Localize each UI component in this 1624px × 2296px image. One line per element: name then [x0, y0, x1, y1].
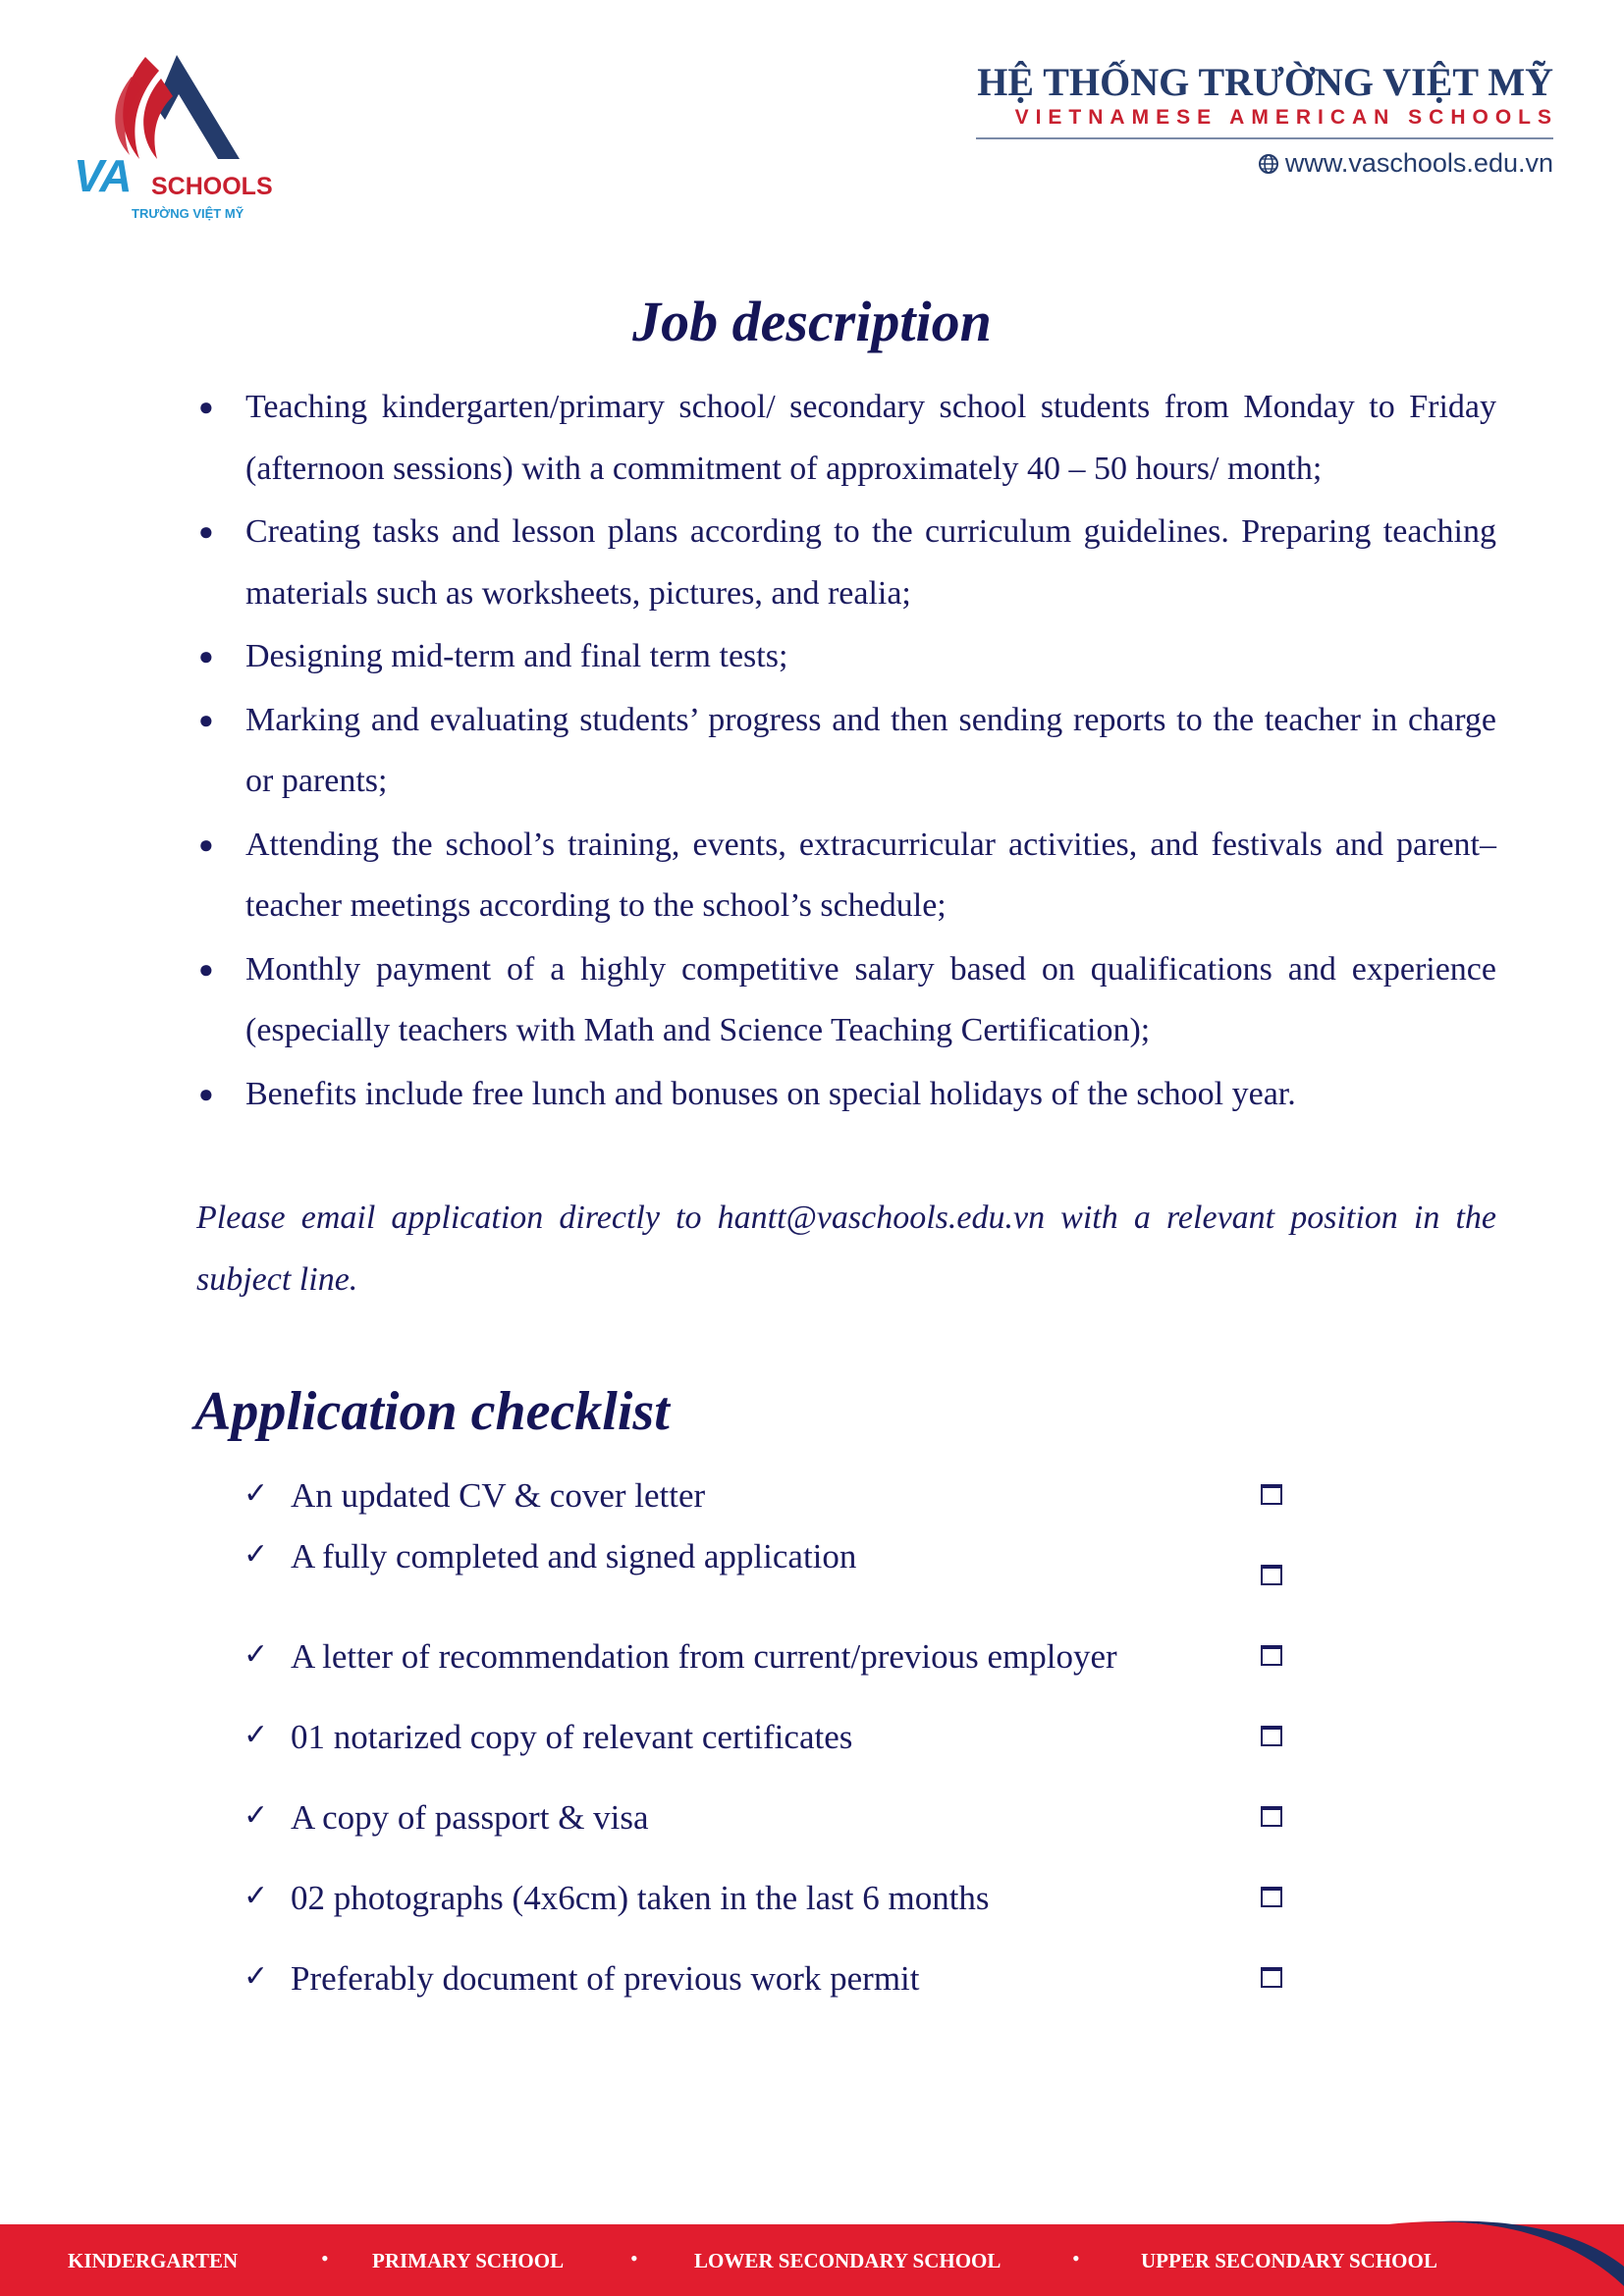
application-checklist-title: Application checklist [194, 1381, 670, 1442]
check-mark-icon: ✓ [244, 1718, 269, 1752]
bullet-icon: ● [198, 517, 214, 546]
footer-separator-icon: • [1072, 2246, 1080, 2270]
bullet-icon: ● [198, 393, 214, 421]
job-description-title: Job description [632, 290, 992, 353]
bullet-icon: ● [198, 642, 214, 670]
list-item-text: Designing mid-term and final term tests; [245, 638, 788, 674]
footer-item-upper-secondary: UPPER SECONDARY SCHOOL [1141, 2249, 1437, 2272]
bullet-icon: ● [198, 705, 214, 734]
check-mark-icon: ✓ [244, 1537, 269, 1572]
checklist-item-label: A letter of recommendation from current/previous employer [291, 1637, 1117, 1676]
list-item [196, 815, 1496, 937]
list-item-text: Benefits include free lunch and bonuses on special holidays of the school year. [245, 1075, 1296, 1112]
list-item-text: Monthly payment of a highly competitive salary based on qualifications and experience (especially teachers with Math and Science Teaching Certification); [245, 950, 1496, 1048]
logo-va-text: VA [74, 150, 132, 201]
check-mark-icon: ✓ [244, 1798, 269, 1833]
brand-name-vietnamese: HỆ THỐNG TRƯỜNG VIỆT MỸ [977, 60, 1553, 104]
checklist-item [244, 1794, 1294, 1843]
checklist-item [244, 1633, 1294, 1682]
checklist-item-label: A copy of passport & visa [291, 1798, 649, 1837]
checklist-item-label: A fully completed and signed application [291, 1537, 857, 1575]
application-note: Please email application directly to hantt@vaschools.edu.vn with a relevant position in the subject line. [196, 1200, 1496, 1298]
bullet-icon: ● [198, 954, 214, 984]
checklist-item-label: An updated CV & cover letter [291, 1476, 706, 1515]
list-item [196, 626, 1496, 688]
bullet-icon: ● [198, 1079, 214, 1108]
checklist-item [244, 1875, 1294, 1924]
list-item [196, 690, 1496, 813]
logo-schools-text: SCHOOLS [151, 173, 273, 200]
checkbox[interactable] [1261, 1726, 1282, 1746]
check-mark-icon: ✓ [244, 1637, 269, 1672]
website-line [964, 147, 1553, 179]
brand-divider [976, 137, 1553, 139]
footer-item-primary: PRIMARY SCHOOL [372, 2249, 565, 2272]
list-item [196, 377, 1496, 500]
job-description-list [196, 377, 1496, 1127]
list-item-text: Marking and evaluating students’ progress and then sending reports to the teacher in charge or parents; [245, 701, 1496, 799]
bullet-icon: ● [198, 829, 214, 859]
logo-subtitle: TRƯỜNG VIỆT MỸ [132, 206, 244, 221]
checklist-item [244, 1533, 1294, 1612]
list-item-text: Attending the school’s training, events, extracurricular activities, and festivals and parent–teacher meetings according to the school’s schedule; [245, 826, 1496, 924]
checklist-item [244, 1955, 1294, 2004]
list-item-text: Creating tasks and lesson plans according to the curriculum guidelines. Preparing teaching materials such as worksheets, pictures, and realia; [245, 513, 1496, 612]
list-item-text: Teaching kindergarten/primary school/ secondary school students from Monday to Friday (afternoon sessions) with a commitment of approximately 40 – 50 hours/ month; [245, 389, 1496, 487]
website-link[interactable]: www.vaschools.edu.vn [1284, 148, 1553, 178]
checklist-item [244, 1714, 1294, 1763]
brand-block [964, 60, 1558, 179]
footer-item-kindergarten: KINDERGARTEN [68, 2249, 239, 2272]
check-mark-icon: ✓ [244, 1879, 269, 1913]
school-logo [71, 49, 287, 226]
list-item [196, 1064, 1496, 1126]
footer-separator-icon: • [630, 2246, 638, 2270]
checkbox[interactable] [1261, 1806, 1282, 1827]
footer-separator-icon: • [321, 2246, 329, 2270]
checkbox[interactable] [1261, 1565, 1282, 1585]
check-mark-icon: ✓ [244, 1476, 269, 1511]
globe-icon [1258, 153, 1279, 175]
checklist-item-label: 02 photographs (4x6cm) taken in the last 6 months [291, 1879, 990, 1917]
footer-item-lower-secondary: LOWER SECONDARY SCHOOL [694, 2249, 1001, 2272]
brand-name-english: VIETNAMESE AMERICAN SCHOOLS [1014, 106, 1558, 129]
footer-bar [0, 2224, 1624, 2296]
checklist-item-label: Preferably document of previous work permit [291, 1959, 920, 1998]
list-item [196, 502, 1496, 624]
checklist-item [244, 1472, 1294, 1522]
checkbox[interactable] [1261, 1967, 1282, 1988]
checkbox[interactable] [1261, 1484, 1282, 1505]
list-item [196, 939, 1496, 1062]
checklist-item-label: 01 notarized copy of relevant certificates [291, 1718, 853, 1756]
check-mark-icon: ✓ [244, 1959, 269, 1994]
checkbox[interactable] [1261, 1887, 1282, 1907]
checkbox[interactable] [1261, 1645, 1282, 1666]
